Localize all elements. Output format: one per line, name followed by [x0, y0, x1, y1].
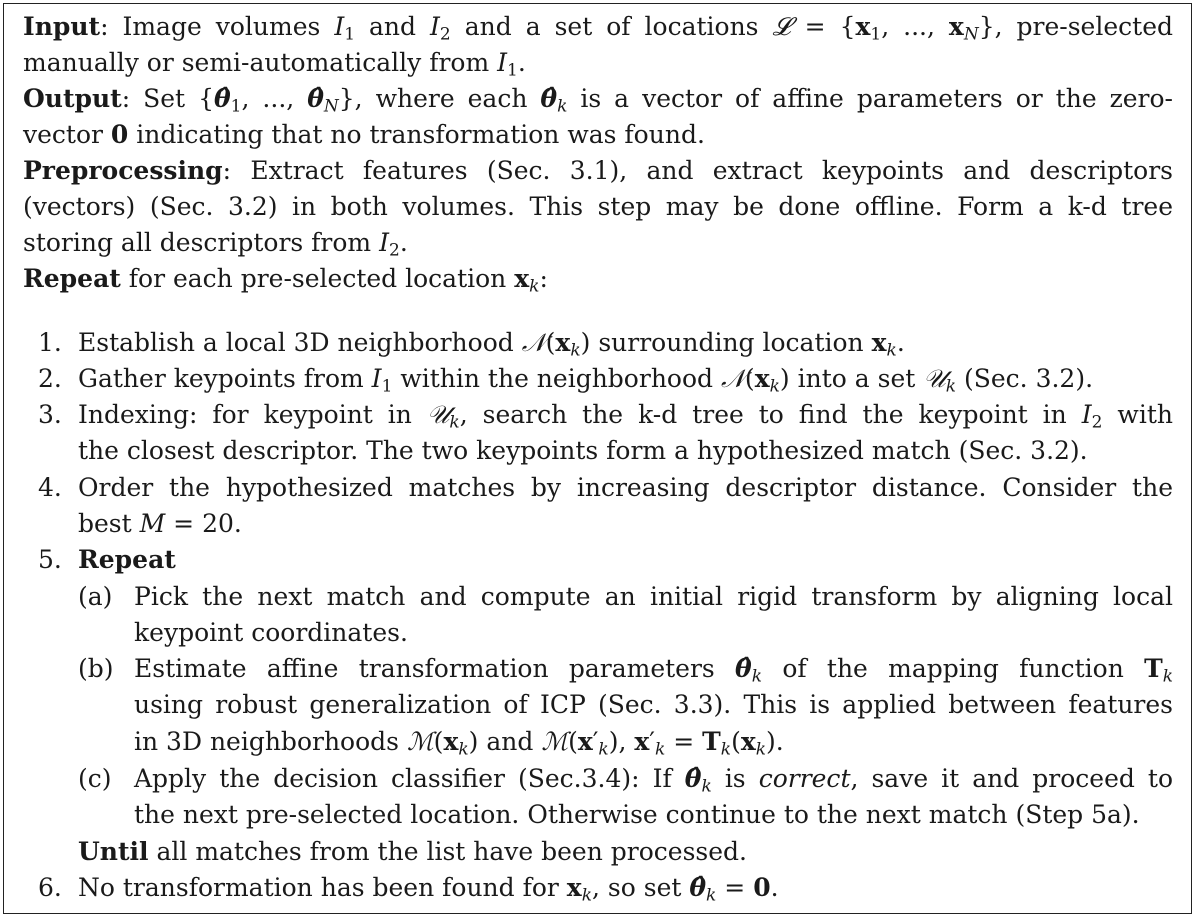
step-2-text: Gather keypoints from $I_1$ within the neighborhood $𝒩(x_k)$ into a set 𝒰$_k$ (Sec. 3.2). — [78, 364, 1094, 397]
repeat-line: Repeat for each pre-selected location $x_k$: — [23, 264, 548, 297]
substep-c-text-1: Apply the decision classifier (Sec.3.4): If $\thetâ_k$ is correct, save it and proceed to — [134, 764, 1174, 797]
step-2-number: 2. — [38, 364, 62, 393]
step-3-text-1: Indexing: for keypoint in 𝒰$_k$, search the k-d tree to find the keypoint in $I_2$ with — [78, 400, 1173, 433]
substep-c-text-2: the next pre-selected location. Otherwise continue to the next match (Step 5a). — [134, 800, 1140, 829]
step-1-number: 1. — [38, 328, 62, 357]
step-3-text-2: the closest descriptor. The two keypoints form a hypothesized match (Sec. 3.2). — [78, 436, 1088, 465]
output-label: Output — [23, 84, 122, 113]
substep-a-number: (a) — [78, 582, 113, 611]
step-6-number: 6. — [38, 873, 62, 902]
preprocessing-line-2: (vectors) (Sec. 3.2) in both volumes. This step may be done offline. Form a k-d tree — [23, 192, 1173, 221]
step-5-label: Repeat — [78, 545, 176, 574]
output-line-2: vector 0 indicating that no transformation was found. — [23, 120, 705, 149]
until-label: Until — [78, 837, 149, 866]
substep-b-text-1: Estimate affine transformation parameters $\thetâ_k$ of the mapping function $T_k$ — [134, 654, 1173, 687]
step-4-number: 4. — [38, 473, 62, 502]
substep-a-text-1: Pick the next match and compute an initial rigid transform by aligning local — [134, 582, 1173, 611]
until-line: Until all matches from the list have been processed. — [78, 837, 747, 866]
repeat-label: Repeat — [23, 264, 121, 293]
substep-b-number: (b) — [78, 654, 114, 683]
step-1-text: Establish a local 3D neighborhood $𝒩(x_k)$ surrounding location $x_k$. — [78, 328, 905, 361]
input-label: Input — [23, 12, 101, 41]
preprocessing-label: Preprocessing — [23, 156, 223, 185]
step-6-text: No transformation has been found for $x_k$, so set $\thetâ_k = 0$. — [78, 873, 779, 906]
substep-b-text-3: in 3D neighborhoods $ℳ(x_k)$ and $ℳ(x'_k)$, $x'_k = T_k(x_k)$. — [134, 727, 784, 760]
step-5-number: 5. — [38, 545, 62, 574]
substep-b-text-2: using robust generalization of ICP (Sec. 3.3). This is applied between features — [134, 690, 1173, 719]
input-line-1: Input: Image volumes $I_1$ and $I_2$ and a set of locations 𝓛 = {$x_1$, ..., $x_N$}, pre-selected — [23, 12, 1173, 45]
step-3-number: 3. — [38, 400, 62, 429]
step-4-text-2: best M = 20. — [78, 509, 242, 538]
preprocessing-line-3: storing all descriptors from $I_2$. — [23, 228, 408, 261]
preprocessing-line-1: Preprocessing: Extract features (Sec. 3.1), and extract keypoints and descriptors — [23, 156, 1173, 185]
input-line-2: manually or semi-automatically from $I_1$. — [23, 48, 526, 81]
substep-c-number: (c) — [78, 764, 112, 793]
substep-a-text-2: keypoint coordinates. — [134, 618, 408, 647]
step-4-text-1: Order the hypothesized matches by increasing descriptor distance. Consider the — [78, 473, 1173, 502]
output-line-1: Output: Set {$\thetâ_1$, ..., $\thetâ_N$}, where each $\thetâ_k$ is a vector of affine parameters or the zero- — [23, 84, 1174, 117]
